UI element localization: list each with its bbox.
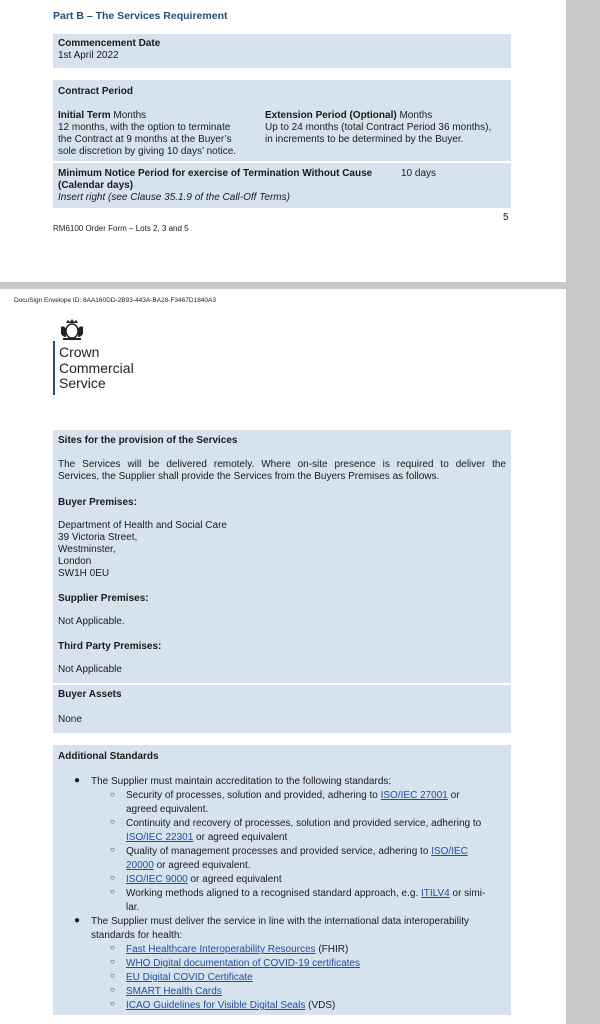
iso-20000-link[interactable]: ISO/IEC [431,846,468,857]
address-line: Westminster, [58,544,116,555]
page-2 [0,289,566,1024]
sub-item [126,888,485,900]
notice-box [53,163,511,208]
sub-item [126,790,460,802]
circle-bullet-icon: ○ [110,985,115,994]
link-item [126,958,360,970]
iso-27001-link[interactable]: ISO/IEC 27001 [380,790,448,801]
itilv4-link[interactable]: ITILV4 [421,888,450,899]
page-footer: RM6100 Order Form – Lots 2, 3 and 5 [53,224,189,233]
sub-text: or [450,790,460,801]
initial-term-line: sole discretion by giving 10 days’ notice. [58,146,237,157]
circle-bullet-icon: ○ [110,999,115,1008]
notice-text [58,168,398,204]
sub-text: Working methods aligned to a recognised standard approach, e.g. [126,888,419,899]
iso-22301-link[interactable]: ISO/IEC 22301 [126,832,194,843]
contract-period-box [53,80,511,161]
link-item [126,972,253,984]
sites-intro-2: Services, the Supplier shall provide the Services from the Buyers Premises as follows. [58,471,440,482]
link-item [126,944,348,956]
sub-text: or agreed equivalent [196,832,288,843]
link-suffix: (VDS) [308,1000,336,1011]
link-suffix: (FHIR) [318,944,349,955]
sites-intro-1: The Services will be delivered remotely. Where on-site presence is required to deliver the [58,459,506,470]
sub-item [126,846,468,858]
standards-item-1: The Supplier must maintain accreditation to the following standards: [91,776,392,787]
contract-period-label: Contract Period [58,86,134,97]
page-gap [0,282,600,289]
extension-period [265,110,510,146]
buyer-assets-label: Buyer Assets [58,689,122,700]
circle-bullet-icon: ○ [110,845,115,854]
section-heading: Part B – The Services Requirement [53,10,228,22]
notice-label-2: (Calendar days) [58,180,134,191]
logo-line: Service [59,375,106,391]
sub-item-cont [126,832,287,844]
third-party-premises-value: Not Applicable [58,664,122,675]
sub-text: or simi- [452,888,486,899]
extension-line: Up to 24 months (total Contract Period 36 months), [265,122,492,133]
extension-label: Extension Period (Optional) [265,110,397,121]
eu-covid-link[interactable]: EU Digital COVID Certificate [126,972,253,983]
sites-title: Sites for the provision of the Services [58,435,238,446]
circle-bullet-icon: ○ [110,873,115,882]
initial-term-line: the Contract at 9 months at the Buyer’s [58,134,232,145]
third-party-premises-label: Third Party Premises: [58,641,162,652]
notice-note: Insert right (see Clause 35.1.9 of the Call-Off Terms) [58,192,290,203]
sub-item-cont: agreed equivalent. [126,804,209,815]
buyer-assets-value: None [58,714,82,725]
link-item [126,986,222,998]
circle-bullet-icon: ○ [110,887,115,896]
logo-bar [53,341,55,395]
sub-item: Continuity and recovery of processes, solution and provided service, adhering to [126,818,482,829]
commencement-label: Commencement Date [58,38,161,49]
bullet-icon: ● [74,915,81,926]
fhir-link[interactable]: Fast Healthcare Interoperability Resources [126,944,316,955]
icao-link[interactable]: ICAO Guidelines for Visible Digital Seals [126,1000,306,1011]
link-item [126,1000,335,1012]
circle-bullet-icon: ○ [110,790,115,799]
supplier-premises-value: Not Applicable. [58,616,125,627]
sub-item [126,874,282,886]
standards-title: Additional Standards [58,751,159,762]
circle-bullet-icon: ○ [110,957,115,966]
iso-9000-link[interactable]: ISO/IEC 9000 [126,874,188,885]
logo-line: Commercial [59,359,134,376]
sub-item-cont [126,860,251,872]
circle-bullet-icon: ○ [110,943,115,952]
address-line: Department of Health and Social Care [58,520,227,531]
address-line: London [58,556,92,567]
buyer-premises-label: Buyer Premises: [58,497,137,508]
extension-line: in increments to be determined by the Buyer. [265,134,464,145]
right-margin [566,0,600,1024]
sub-text: or agreed equivalent [190,874,282,885]
initial-term-label: Initial Term [58,110,111,121]
circle-bullet-icon: ○ [110,817,115,826]
sub-text: or agreed equivalent. [156,860,251,871]
initial-term-unit: Months [113,110,147,121]
logo-text [59,345,179,392]
who-covid-link[interactable]: WHO Digital documentation of COVID-19 certificates [126,958,360,969]
address-line: SW1H 0EU [58,568,110,579]
notice-value: 10 days [401,168,437,179]
commencement-value: 1st April 2022 [58,50,119,61]
sub-item-cont: lar. [126,902,140,913]
initial-term-line: 12 months, with the option to terminate [58,122,231,133]
bullet-icon: ● [74,775,81,786]
commencement-box [53,34,511,68]
smart-health-link[interactable]: SMART Health Cards [126,986,222,997]
standards-item-2: The Supplier must deliver the service in line with the international data interoperability [91,916,469,927]
royal-crest-icon [59,319,85,341]
extension-unit: Months [399,110,433,121]
circle-bullet-icon: ○ [110,971,115,980]
page-1 [0,0,566,282]
address-line: 39 Victoria Street, [58,532,138,543]
sub-text: Quality of management processes and provided service, adhering to [126,846,429,857]
standards-item-2-cont: standards for health: [91,930,183,941]
initial-term [58,110,258,158]
page-number: 5 [503,212,509,223]
sub-text: Security of processes, solution and provided, adhering to [126,790,378,801]
logo-line: Crown [59,344,100,360]
iso-20000-link-cont[interactable]: 20000 [126,860,154,871]
docusign-envelope-id: DocuSign Envelope ID: 8AA160DD-2B93-443A-BA28-F3467D1840A3 [14,297,216,304]
notice-label: Minimum Notice Period for exercise of Termination Without Cause [58,168,373,179]
supplier-premises-label: Supplier Premises: [58,593,149,604]
